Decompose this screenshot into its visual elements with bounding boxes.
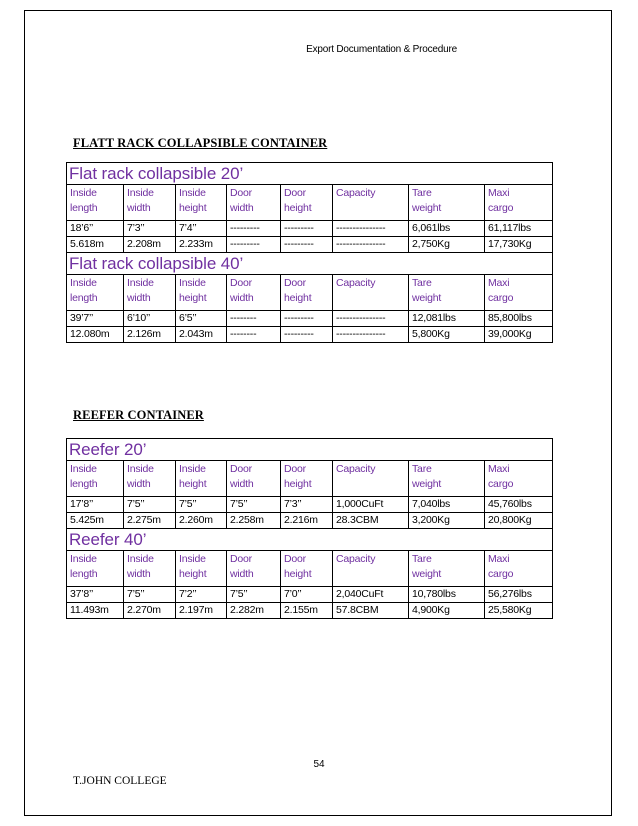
column-header-line: Inside [127, 187, 154, 199]
table-row [67, 221, 553, 237]
column-header [333, 461, 409, 497]
column-header-line: Maxi [488, 187, 510, 199]
column-header-line: cargo [488, 202, 514, 214]
table-cell: 17’8’’ [67, 497, 124, 513]
column-header [67, 275, 124, 311]
table-cell: 7’3’’ [281, 497, 333, 513]
column-header-line: width [127, 478, 151, 490]
table-cell: 17,730Kg [485, 237, 553, 253]
column-header [227, 185, 281, 221]
table-cell: 7’5’’ [227, 497, 281, 513]
table-row [67, 603, 553, 619]
table-cell: 2.043m [176, 327, 227, 343]
table-cell: --------- [281, 327, 333, 343]
table-cell: 7’5’’ [176, 497, 227, 513]
column-header [176, 551, 227, 587]
column-header-line: Inside [70, 277, 97, 289]
table-cell: 2.270m [124, 603, 176, 619]
table-cell: -------- [227, 327, 281, 343]
column-header [333, 185, 409, 221]
table-title-row [67, 253, 553, 275]
column-header-line: Inside [70, 553, 97, 565]
table-cell: 39,000Kg [485, 327, 553, 343]
column-header-line: Inside [179, 553, 206, 565]
column-header-line: height [179, 292, 207, 304]
section-heading-flat-rack: FLATT RACK COLLAPSIBLE CONTAINER [73, 136, 328, 150]
column-header-line: width [127, 292, 151, 304]
column-header-line: Inside [179, 187, 206, 199]
column-header [281, 275, 333, 311]
table-cell: 2.216m [281, 513, 333, 529]
column-header [124, 551, 176, 587]
column-header-line: Door [284, 553, 306, 565]
table-cell: 4,900Kg [409, 603, 485, 619]
table-cell: --------- [281, 237, 333, 253]
table-row [67, 587, 553, 603]
column-header-line: cargo [488, 478, 514, 490]
table-title-row [67, 439, 553, 461]
column-header [227, 551, 281, 587]
table-cell: 7’2’’ [176, 587, 227, 603]
table-cell: 5.425m [67, 513, 124, 529]
column-header-line: Inside [179, 277, 206, 289]
table-row [67, 497, 553, 513]
table-cell: 7’0’’ [281, 587, 333, 603]
table-cell: 61,117lbs [485, 221, 553, 237]
container-type-title: Reefer 20’ [67, 439, 553, 461]
table-cell: 10,780lbs [409, 587, 485, 603]
column-header-line: Inside [70, 187, 97, 199]
column-header [485, 275, 553, 311]
column-header-line [336, 567, 408, 582]
table-cell: --------------- [333, 327, 409, 343]
column-header [409, 461, 485, 497]
column-header-line: width [127, 202, 151, 214]
table-cell: 2,040CuFt [333, 587, 409, 603]
column-header-line: weight [412, 292, 442, 304]
column-header-line: Tare [412, 463, 432, 475]
column-header-line: Inside [127, 277, 154, 289]
column-header-line: width [230, 568, 254, 580]
column-header-line: Capacity [336, 463, 376, 475]
column-header [227, 461, 281, 497]
table-cell: 5,800Kg [409, 327, 485, 343]
column-header-line: Inside [70, 463, 97, 475]
table-cell: 2.126m [124, 327, 176, 343]
column-header [176, 275, 227, 311]
column-header [124, 185, 176, 221]
column-header [485, 551, 553, 587]
column-header-row [67, 275, 553, 311]
table-cell: 12,081lbs [409, 311, 485, 327]
container-type-title: Reefer 40’ [67, 529, 553, 551]
column-header-line: Door [230, 463, 252, 475]
column-header [227, 275, 281, 311]
column-header [409, 275, 485, 311]
table-cell: 2.208m [124, 237, 176, 253]
page-number: 54 [313, 759, 325, 770]
table-cell: 5.618m [67, 237, 124, 253]
column-header-line: cargo [488, 292, 514, 304]
column-header-line: length [70, 202, 98, 214]
column-header-line: length [70, 568, 98, 580]
table-cell: 2.260m [176, 513, 227, 529]
table-cell: --------------- [333, 237, 409, 253]
column-header [485, 461, 553, 497]
footer-college: T.JOHN COLLEGE [73, 775, 167, 787]
table-cell: 2.282m [227, 603, 281, 619]
column-header-line: Inside [127, 553, 154, 565]
column-header-line: Tare [412, 277, 432, 289]
table-cell: 20,800Kg [485, 513, 553, 529]
table-cell: 2.275m [124, 513, 176, 529]
table-cell: 2.233m [176, 237, 227, 253]
column-header-line: Maxi [488, 277, 510, 289]
column-header [124, 275, 176, 311]
column-header-line: weight [412, 202, 442, 214]
container-type-title: Flat rack collapsible 20’ [67, 163, 553, 185]
reefer-spec-table [66, 438, 553, 619]
column-header-line: Door [230, 277, 252, 289]
table-cell: --------- [227, 221, 281, 237]
column-header-line: Maxi [488, 553, 510, 565]
column-header-line: width [230, 478, 254, 490]
column-header [124, 461, 176, 497]
table-row [67, 237, 553, 253]
column-header-row [67, 185, 553, 221]
table-cell: 7’4’’ [176, 221, 227, 237]
column-header [67, 551, 124, 587]
table-cell: -------- [227, 311, 281, 327]
column-header [67, 185, 124, 221]
table-row [67, 327, 553, 343]
column-header-line: width [230, 202, 254, 214]
table-cell: --------- [281, 221, 333, 237]
table-cell: 7’5’’ [124, 587, 176, 603]
table-cell: 56,276lbs [485, 587, 553, 603]
column-header-line: height [179, 478, 207, 490]
column-header-line: Capacity [336, 277, 376, 289]
column-header-line: length [70, 478, 98, 490]
column-header-line: Door [284, 187, 306, 199]
column-header-line: weight [412, 478, 442, 490]
column-header [281, 551, 333, 587]
table-cell: 7’5’’ [124, 497, 176, 513]
column-header-line: height [284, 478, 312, 490]
table-cell: 2.197m [176, 603, 227, 619]
table-cell: 7’3’’ [124, 221, 176, 237]
column-header-row [67, 461, 553, 497]
column-header-line: Capacity [336, 187, 376, 199]
table-cell: 39’7’’ [67, 311, 124, 327]
table-cell: 25,580Kg [485, 603, 553, 619]
table-cell: 2,750Kg [409, 237, 485, 253]
column-header-line [336, 201, 408, 216]
table-cell: 28.3CBM [333, 513, 409, 529]
running-header: Export Documentation & Procedure [306, 44, 457, 55]
table-cell: 6,061lbs [409, 221, 485, 237]
table-cell: --------------- [333, 311, 409, 327]
column-header-line: height [284, 568, 312, 580]
table-row [67, 513, 553, 529]
table-cell: --------- [227, 237, 281, 253]
section-heading-reefer: REEFER CONTAINER [73, 408, 204, 422]
table-title-row [67, 163, 553, 185]
column-header-line [336, 477, 408, 492]
table-cell: 85,800lbs [485, 311, 553, 327]
column-header-line: height [284, 292, 312, 304]
table-cell: 2.258m [227, 513, 281, 529]
column-header-line: Tare [412, 553, 432, 565]
column-header [176, 185, 227, 221]
table-cell: 7,040lbs [409, 497, 485, 513]
column-header-line: length [70, 292, 98, 304]
column-header-row [67, 551, 553, 587]
column-header-line: height [284, 202, 312, 214]
column-header-line: Door [284, 463, 306, 475]
column-header [485, 185, 553, 221]
table-cell: --------- [281, 311, 333, 327]
table-cell: 6’10’’ [124, 311, 176, 327]
table-cell: --------------- [333, 221, 409, 237]
table-cell: 37’8’’ [67, 587, 124, 603]
column-header-line: Door [284, 277, 306, 289]
table-cell: 7’5’’ [227, 587, 281, 603]
column-header [67, 461, 124, 497]
column-header-line: cargo [488, 568, 514, 580]
table-cell: 12.080m [67, 327, 124, 343]
column-header-line: Inside [127, 463, 154, 475]
column-header [333, 551, 409, 587]
table-row [67, 311, 553, 327]
flat-rack-spec-table [66, 162, 553, 343]
table-cell: 1,000CuFt [333, 497, 409, 513]
column-header-line: Door [230, 553, 252, 565]
table-cell: 3,200Kg [409, 513, 485, 529]
column-header [176, 461, 227, 497]
table-title-row [67, 529, 553, 551]
column-header [281, 185, 333, 221]
column-header-line: width [230, 292, 254, 304]
container-type-title: Flat rack collapsible 40’ [67, 253, 553, 275]
column-header-line [336, 291, 408, 306]
column-header [409, 551, 485, 587]
column-header-line: Inside [179, 463, 206, 475]
table-cell: 45,760lbs [485, 497, 553, 513]
column-header-line: Door [230, 187, 252, 199]
column-header-line: width [127, 568, 151, 580]
table-cell: 6’5’’ [176, 311, 227, 327]
column-header-line: Tare [412, 187, 432, 199]
table-cell: 57.8CBM [333, 603, 409, 619]
column-header-line: Maxi [488, 463, 510, 475]
column-header [409, 185, 485, 221]
column-header-line: height [179, 202, 207, 214]
column-header [281, 461, 333, 497]
column-header-line: height [179, 568, 207, 580]
table-cell: 2.155m [281, 603, 333, 619]
column-header-line: Capacity [336, 553, 376, 565]
column-header [333, 275, 409, 311]
column-header-line: weight [412, 568, 442, 580]
table-cell: 18’6’’ [67, 221, 124, 237]
table-cell: 11.493m [67, 603, 124, 619]
